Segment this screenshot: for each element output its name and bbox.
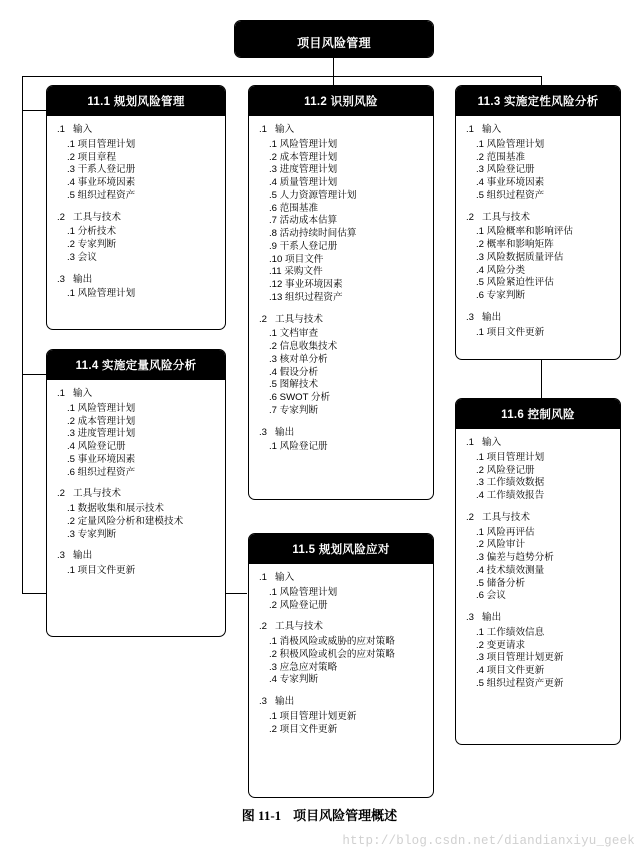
list-item: .2 风险审计 bbox=[476, 539, 526, 551]
section-name: 输出 bbox=[73, 273, 93, 285]
list-item: .2 成本管理计划 bbox=[269, 151, 338, 163]
node-title: 11.2 识别风险 bbox=[249, 86, 433, 116]
connector-to-11-2 bbox=[333, 76, 334, 85]
section-heading bbox=[259, 314, 427, 327]
node-section bbox=[464, 312, 614, 340]
section-heading bbox=[259, 696, 427, 709]
list-item: .6 会议 bbox=[476, 590, 506, 602]
section-number: .1 bbox=[259, 124, 268, 135]
node-section bbox=[257, 621, 427, 687]
list-item: .5 图解技术 bbox=[269, 379, 319, 391]
node-11-4-quantitative-risk-analysis[interactable] bbox=[46, 349, 226, 637]
connector-horizontal-top bbox=[22, 76, 542, 77]
list-item: .4 工作绩效报告 bbox=[476, 490, 545, 501]
list-item: .2 项目文件更新 bbox=[269, 723, 338, 735]
list-item: .1 风险概率和影响评估 bbox=[476, 226, 574, 238]
section-number: .2 bbox=[466, 511, 475, 523]
list-item: .2 风险登记册 bbox=[269, 599, 328, 611]
list-item: .1 项目管理计划 bbox=[67, 138, 136, 150]
node-body bbox=[456, 116, 620, 347]
list-item: .2 信息收集技术 bbox=[269, 341, 338, 352]
list-item: .2 概率和影响矩阵 bbox=[476, 239, 554, 250]
node-section bbox=[464, 512, 614, 603]
section-number: .3 bbox=[57, 550, 66, 562]
list-item: .6 范围基准 bbox=[269, 202, 319, 214]
list-item: .3 核对单分析 bbox=[269, 353, 328, 365]
node-title: 项目风险管理 bbox=[235, 21, 433, 58]
list-item: .4 风险分类 bbox=[476, 264, 526, 276]
node-body bbox=[47, 116, 225, 309]
node-title: 11.6 控制风险 bbox=[456, 399, 620, 429]
list-item: .1 风险管理计划 bbox=[269, 138, 338, 150]
list-item: .3 干系人登记册 bbox=[67, 164, 136, 176]
list-item: .8 活动持续时间估算 bbox=[269, 228, 357, 239]
list-item: .1 风险管理计划 bbox=[269, 586, 338, 598]
node-11-5-plan-risk-responses[interactable] bbox=[248, 533, 434, 798]
figure-caption bbox=[0, 805, 639, 824]
list-item: .1 分析技术 bbox=[67, 226, 117, 238]
list-item: .2 项目章程 bbox=[67, 151, 117, 163]
list-item: .10 项目文件 bbox=[269, 253, 324, 265]
list-item: .12 事业环境因素 bbox=[269, 279, 343, 290]
list-item: .1 数据收集和展示技术 bbox=[67, 503, 165, 514]
section-heading bbox=[57, 488, 219, 501]
section-name: 工具与技术 bbox=[73, 488, 121, 500]
node-section bbox=[464, 612, 614, 691]
list-item: .1 消极风险或威胁的应对策略 bbox=[269, 636, 395, 647]
section-name: 工具与技术 bbox=[482, 511, 530, 523]
list-item: .1 风险登记册 bbox=[269, 441, 328, 453]
list-item: .1 风险管理计划 bbox=[476, 138, 545, 150]
node-section bbox=[257, 427, 427, 455]
list-item: .1 项目文件更新 bbox=[476, 326, 545, 338]
watermark-text: http://blog.csdn.net/diandianxiyu_geek bbox=[342, 834, 635, 848]
section-heading bbox=[466, 512, 614, 525]
list-item: .1 项目文件更新 bbox=[67, 565, 136, 576]
section-name: 输出 bbox=[275, 426, 295, 438]
section-name: 工具与技术 bbox=[275, 621, 323, 633]
section-heading bbox=[466, 124, 614, 137]
section-name: 输入 bbox=[73, 388, 93, 399]
connector-root-down bbox=[333, 57, 334, 76]
section-heading bbox=[466, 212, 614, 225]
node-title: 11.3 实施定性风险分析 bbox=[456, 86, 620, 116]
list-item: .5 人力资源管理计划 bbox=[269, 189, 357, 201]
node-title: 11.4 实施定量风险分析 bbox=[47, 350, 225, 380]
section-heading bbox=[57, 550, 219, 563]
list-item: .5 组织过程资产 bbox=[67, 189, 136, 201]
list-item: .3 偏差与趋势分析 bbox=[476, 552, 554, 563]
list-item: .2 成本管理计划 bbox=[67, 415, 136, 427]
section-name: 输入 bbox=[275, 124, 295, 135]
node-section bbox=[55, 212, 219, 265]
section-heading bbox=[259, 124, 427, 137]
list-item: .5 风险紧迫性评估 bbox=[476, 277, 554, 289]
list-item: .1 项目管理计划 bbox=[476, 451, 545, 463]
node-body bbox=[249, 564, 433, 744]
list-item: .13 组织过程资产 bbox=[269, 291, 343, 303]
list-item: .5 事业环境因素 bbox=[67, 453, 136, 465]
list-item: .7 活动成本估算 bbox=[269, 215, 338, 227]
list-item: .6 专家判断 bbox=[476, 290, 526, 301]
section-number: .3 bbox=[259, 696, 268, 707]
figure-number: 图 11-1 bbox=[241, 808, 282, 823]
node-section bbox=[464, 437, 614, 503]
node-section bbox=[257, 572, 427, 612]
section-number: .3 bbox=[259, 426, 268, 438]
section-name: 工具与技术 bbox=[275, 313, 323, 325]
section-number: .1 bbox=[57, 124, 66, 135]
list-item: .1 文档审查 bbox=[269, 328, 319, 340]
section-number: .3 bbox=[466, 612, 475, 623]
section-number: .2 bbox=[259, 313, 268, 325]
section-name: 输出 bbox=[482, 612, 502, 623]
node-section bbox=[55, 274, 219, 302]
list-item: .9 干系人登记册 bbox=[269, 240, 338, 252]
section-heading bbox=[259, 621, 427, 634]
node-11-2-identify-risks[interactable] bbox=[248, 85, 434, 500]
node-section bbox=[257, 124, 427, 305]
node-section bbox=[55, 388, 219, 479]
figure-title: 项目风险管理概述 bbox=[293, 808, 398, 823]
section-heading bbox=[259, 572, 427, 585]
node-11-3-qualitative-risk-analysis[interactable] bbox=[455, 85, 621, 360]
list-item: .3 进度管理计划 bbox=[269, 164, 338, 176]
section-number: .3 bbox=[57, 273, 66, 285]
list-item: .7 专家判断 bbox=[269, 404, 319, 416]
section-name: 工具与技术 bbox=[482, 211, 530, 223]
list-item: .3 会议 bbox=[67, 251, 97, 263]
node-11-6-control-risks[interactable] bbox=[455, 398, 621, 745]
section-heading bbox=[57, 274, 219, 287]
node-section bbox=[464, 124, 614, 203]
node-section bbox=[55, 124, 219, 203]
section-name: 工具与技术 bbox=[73, 211, 121, 223]
section-heading bbox=[57, 124, 219, 137]
list-item: .2 范围基准 bbox=[476, 151, 526, 163]
list-item: .4 事业环境因素 bbox=[476, 177, 545, 188]
list-item: .4 技术绩效测量 bbox=[476, 564, 545, 576]
list-item: .4 风险登记册 bbox=[67, 441, 126, 452]
list-item: .4 假设分析 bbox=[269, 366, 319, 378]
list-item: .4 事业环境因素 bbox=[67, 177, 136, 188]
section-number: .1 bbox=[57, 388, 66, 399]
node-project-risk-management[interactable] bbox=[234, 20, 434, 58]
list-item: .6 组织过程资产 bbox=[67, 466, 136, 478]
section-number: .1 bbox=[259, 572, 268, 583]
list-item: .3 专家判断 bbox=[67, 528, 117, 540]
list-item: .4 专家判断 bbox=[269, 674, 319, 686]
list-item: .6 SWOT 分析 bbox=[269, 392, 331, 403]
connector-to-11-1 bbox=[22, 110, 46, 111]
section-heading bbox=[57, 388, 219, 401]
section-number: .2 bbox=[57, 211, 66, 223]
connector-to-11-4 bbox=[22, 374, 46, 375]
list-item: .4 质量管理计划 bbox=[269, 177, 338, 188]
section-name: 输出 bbox=[73, 550, 93, 562]
section-name: 输入 bbox=[482, 124, 502, 135]
list-item: .5 组织过程资产更新 bbox=[476, 677, 564, 689]
section-number: .3 bbox=[466, 311, 475, 323]
node-section bbox=[257, 314, 427, 418]
list-item: .2 专家判断 bbox=[67, 239, 117, 250]
list-item: .3 应急应对策略 bbox=[269, 661, 338, 673]
section-heading bbox=[466, 612, 614, 625]
node-section bbox=[464, 212, 614, 303]
section-heading bbox=[466, 312, 614, 325]
section-heading bbox=[466, 437, 614, 450]
section-number: .1 bbox=[466, 124, 475, 135]
section-number: .2 bbox=[466, 211, 475, 223]
list-item: .3 风险登记册 bbox=[476, 164, 535, 176]
node-11-1-plan-risk-management[interactable] bbox=[46, 85, 226, 330]
section-name: 输出 bbox=[482, 311, 502, 323]
node-section bbox=[55, 488, 219, 541]
node-section bbox=[55, 550, 219, 578]
list-item: .5 组织过程资产 bbox=[476, 189, 545, 201]
list-item: .3 项目管理计划更新 bbox=[476, 652, 564, 664]
list-item: .3 风险数据质量评估 bbox=[476, 251, 564, 263]
node-title: 11.1 规划风险管理 bbox=[47, 86, 225, 116]
list-item: .1 工作绩效信息 bbox=[476, 626, 545, 638]
section-name: 输入 bbox=[482, 437, 502, 448]
node-body bbox=[47, 380, 225, 586]
node-body bbox=[249, 116, 433, 462]
list-item: .1 风险管理计划 bbox=[67, 402, 136, 414]
list-item: .11 采购文件 bbox=[269, 266, 323, 278]
list-item: .1 项目管理计划更新 bbox=[269, 710, 357, 722]
section-number: .1 bbox=[466, 437, 475, 448]
list-item: .3 工作绩效数据 bbox=[476, 477, 545, 489]
node-section bbox=[257, 696, 427, 736]
list-item: .1 风险再评估 bbox=[476, 526, 535, 538]
section-name: 输出 bbox=[275, 696, 295, 707]
list-item: .3 进度管理计划 bbox=[67, 428, 136, 440]
list-item: .1 风险管理计划 bbox=[67, 288, 136, 300]
list-item: .2 积极风险或机会的应对策略 bbox=[269, 648, 395, 660]
section-name: 输入 bbox=[275, 572, 295, 583]
list-item: .2 风险登记册 bbox=[476, 464, 535, 476]
list-item: .2 定量风险分析和建模技术 bbox=[67, 515, 184, 527]
list-item: .5 储备分析 bbox=[476, 577, 526, 589]
connector-left-vertical bbox=[22, 76, 23, 593]
list-item: .4 项目文件更新 bbox=[476, 665, 545, 676]
section-name: 输入 bbox=[73, 124, 93, 135]
node-title: 11.5 规划风险应对 bbox=[249, 534, 433, 564]
section-number: .2 bbox=[57, 488, 66, 500]
node-body bbox=[456, 429, 620, 699]
section-heading bbox=[259, 427, 427, 440]
section-heading bbox=[57, 212, 219, 225]
list-item: .2 变更请求 bbox=[476, 639, 526, 651]
section-number: .2 bbox=[259, 621, 268, 633]
